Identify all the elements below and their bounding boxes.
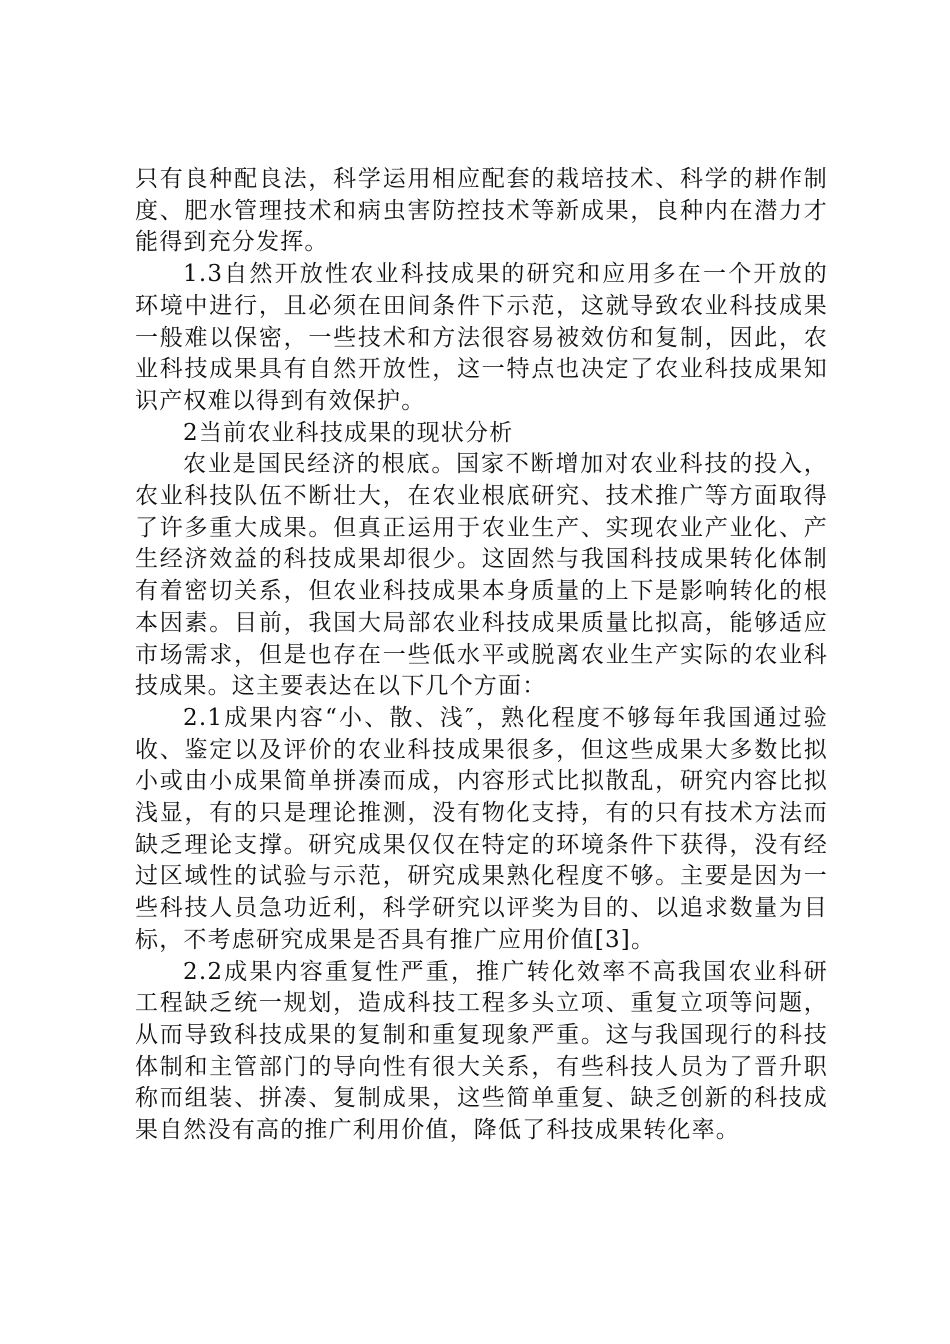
section-heading-2: 2当前农业科技成果的现状分析 [183, 419, 514, 446]
paragraph-1-3-natural-openness: 1.3自然开放性农业科技成果的研究和应用多在一个开放的环境中进行，且必须在田间条件下示范，这就导致农业科技成果一般难以保密，一些技术和方法很容易被效仿和复制，因此，农业科技成果具有自然开放性，这一特点也决定了农业科技成果知识产权难以得到有效保护。 [135, 261, 828, 414]
paragraph-agriculture-foundation: 农业是国民经济的根底。国家不断增加对农业科技的投入，农业科技队伍不断壮大，在农业根底研究、技术推广等方面取得了许多重大成果。但真正运用于农业生产、实现农业产业化、产生经济效益的科技成果却很少。这固然与我国科技成果转化体制有着密切关系，但农业科技成果本身质量的上下是影响转化的根本因素。目前，我国大局部农业科技成果质量比拟高，能够适应市场需求，但是也存在一些低水平或脱离农业生产实际的农业科技成果。这主要表达在以下几个方面： [135, 451, 828, 700]
paragraph-continuation: 只有良种配良法，科学运用相应配套的栽培技术、科学的耕作制度、肥水管理技术和病虫害防控技术等新成果，良种内在潜力才能得到充分发挥。 [135, 166, 828, 256]
paragraph-2-1-content-small-scattered: 2.1成果内容“小、散、浅″，熟化程度不够每年我国通过验收、鉴定以及评价的农业科技成果很多，但这些成果大多数比拟小或由小成果简单拼凑而成，内容形式比拟散乱，研究内容比拟浅显，有的只是理论推测，没有物化支持，有的只有技术方法而缺乏理论支撑。研究成果仅仅在特定的环境条件下获得，没有经过区域性的试验与示范，研究成果熟化程度不够。主要是因为一些科技人员急功近利，科学研究以评奖为目的、以追求数量为目标，不考虑研究成果是否具有推广应用价值[3]。 [135, 704, 828, 953]
document-page [135, 164, 828, 1147]
paragraph-2-2-content-repetition: 2.2成果内容重复性严重，推广转化效率不高我国农业科研工程缺乏统一规划，造成科技工程多头立项、重复立项等问题，从而导致科技成果的复制和重复现象严重。这与我国现行的科技体制和主管部门的导向性有很大关系，有些科技人员为了晋升职称而组装、拼凑、复制成果，这些简单重复、缺乏创新的科技成果自然没有高的推广利用价值，降低了科技成果转化率。 [135, 958, 828, 1144]
